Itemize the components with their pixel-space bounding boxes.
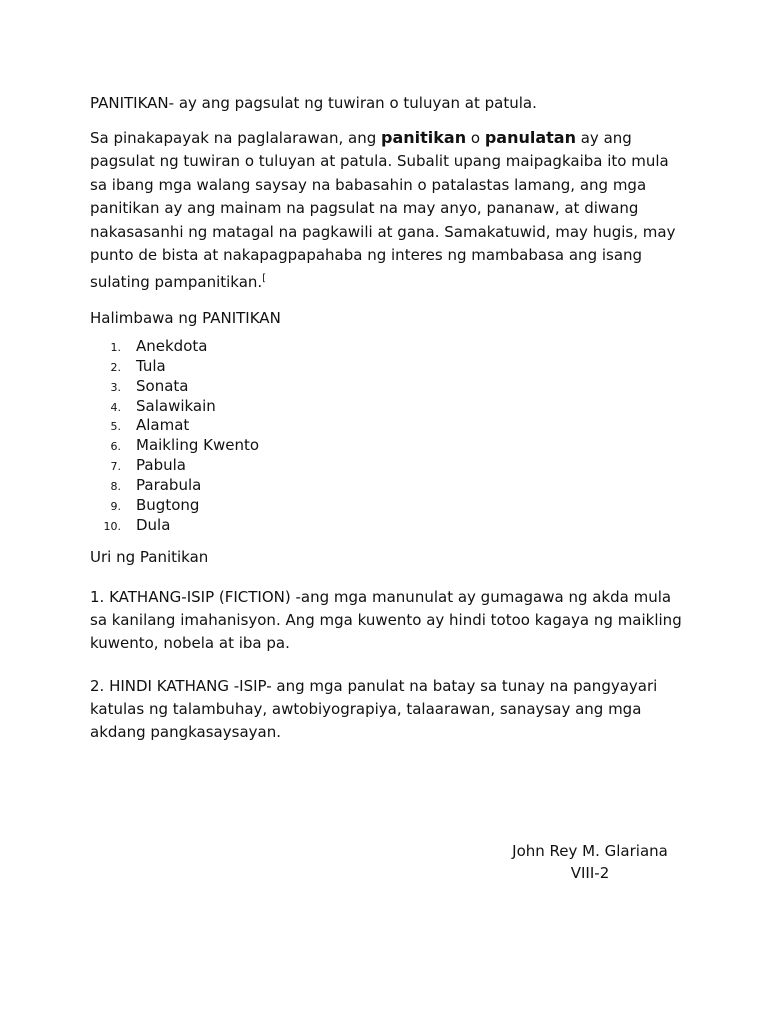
examples-list bbox=[90, 337, 690, 536]
list-item bbox=[90, 496, 690, 516]
list-item bbox=[90, 337, 690, 357]
list-item bbox=[90, 476, 690, 496]
list-item bbox=[90, 357, 690, 377]
type-fiction-paragraph: 1. KATHANG-ISIP (FICTION) -ang mga manunulat ay gumagawa ng akda mula sa kanilang imahanisyon. Ang mga kuwento ay hindi totoo kagaya ng maikling kuwento, nobela at iba pa. bbox=[90, 587, 682, 652]
types-heading: Uri ng Panitikan bbox=[90, 547, 209, 566]
list-item-label: Bugtong bbox=[136, 495, 200, 514]
list-item-label: Alamat bbox=[136, 416, 190, 435]
list-item-number: 2. bbox=[110, 360, 121, 374]
list-item-number: 9. bbox=[110, 499, 121, 513]
list-item-number: 10. bbox=[103, 519, 121, 533]
list-item bbox=[90, 397, 690, 417]
definition-text-rest: ay ang pagsulat ng tuwiran o tuluyan at patula. Subalit upang maipagkaiba ito mula sa ibang mga walang saysay na babasahin o patalastas lamang, ang mga panitikan ay ang mainam na pagsulat na may anyo, pananaw, at diwang nakasasanhi ng matagal na pagkawili at gana. Samakatuwid, may hugis, may punto de bista at nakapagpapahaba ng interes ng mambabasa ang isang sulating pampanitikan. bbox=[90, 129, 676, 292]
list-item-label: Maikling Kwento bbox=[136, 436, 260, 455]
list-item-label: Salawikain bbox=[136, 396, 216, 415]
list-item bbox=[90, 436, 690, 456]
footnote-mark: [ bbox=[262, 273, 267, 285]
list-item-label: Parabula bbox=[136, 476, 202, 495]
list-item-number: 3. bbox=[110, 380, 121, 394]
list-item-number: 8. bbox=[110, 480, 121, 494]
type-nonfiction-paragraph: 2. HINDI KATHANG -ISIP- ang mga panulat na batay sa tunay na pangyayari katulas ng talambuhay, awtobiyograpiya, talaarawan, sanaysay ang mga akdang pangkasaysayan. bbox=[90, 676, 658, 741]
list-item-label: Anekdota bbox=[136, 336, 208, 355]
keyword-panitikan: panitikan bbox=[381, 128, 467, 147]
list-item bbox=[90, 416, 690, 436]
list-item bbox=[90, 377, 690, 397]
list-item-label: Pabula bbox=[136, 456, 186, 475]
list-item-label: Sonata bbox=[136, 376, 189, 395]
list-item bbox=[90, 456, 690, 476]
list-item bbox=[90, 516, 690, 536]
list-item-number: 6. bbox=[110, 440, 121, 454]
author-name: John Rey M. Glariana bbox=[512, 842, 668, 860]
keyword-panulatan: panulatan bbox=[484, 128, 576, 147]
definition-connector: o bbox=[466, 129, 485, 147]
examples-heading: Halimbawa ng PANITIKAN bbox=[90, 308, 281, 327]
list-item-number: 1. bbox=[110, 340, 121, 354]
list-item-label: Tula bbox=[136, 356, 166, 375]
list-item-number: 7. bbox=[110, 460, 121, 474]
author-signature bbox=[490, 840, 690, 884]
list-item-number: 5. bbox=[110, 420, 121, 434]
document-body bbox=[90, 92, 690, 744]
definition-text-start: Sa pinakapayak na paglalarawan, ang bbox=[90, 129, 381, 147]
author-section: VIII-2 bbox=[570, 864, 610, 882]
list-item-number: 4. bbox=[110, 400, 121, 414]
definition-paragraph bbox=[90, 126, 690, 295]
intro-paragraph: PANITIKAN- ay ang pagsulat ng tuwiran o tuluyan at patula. bbox=[90, 94, 537, 112]
list-item-label: Dula bbox=[136, 515, 171, 534]
